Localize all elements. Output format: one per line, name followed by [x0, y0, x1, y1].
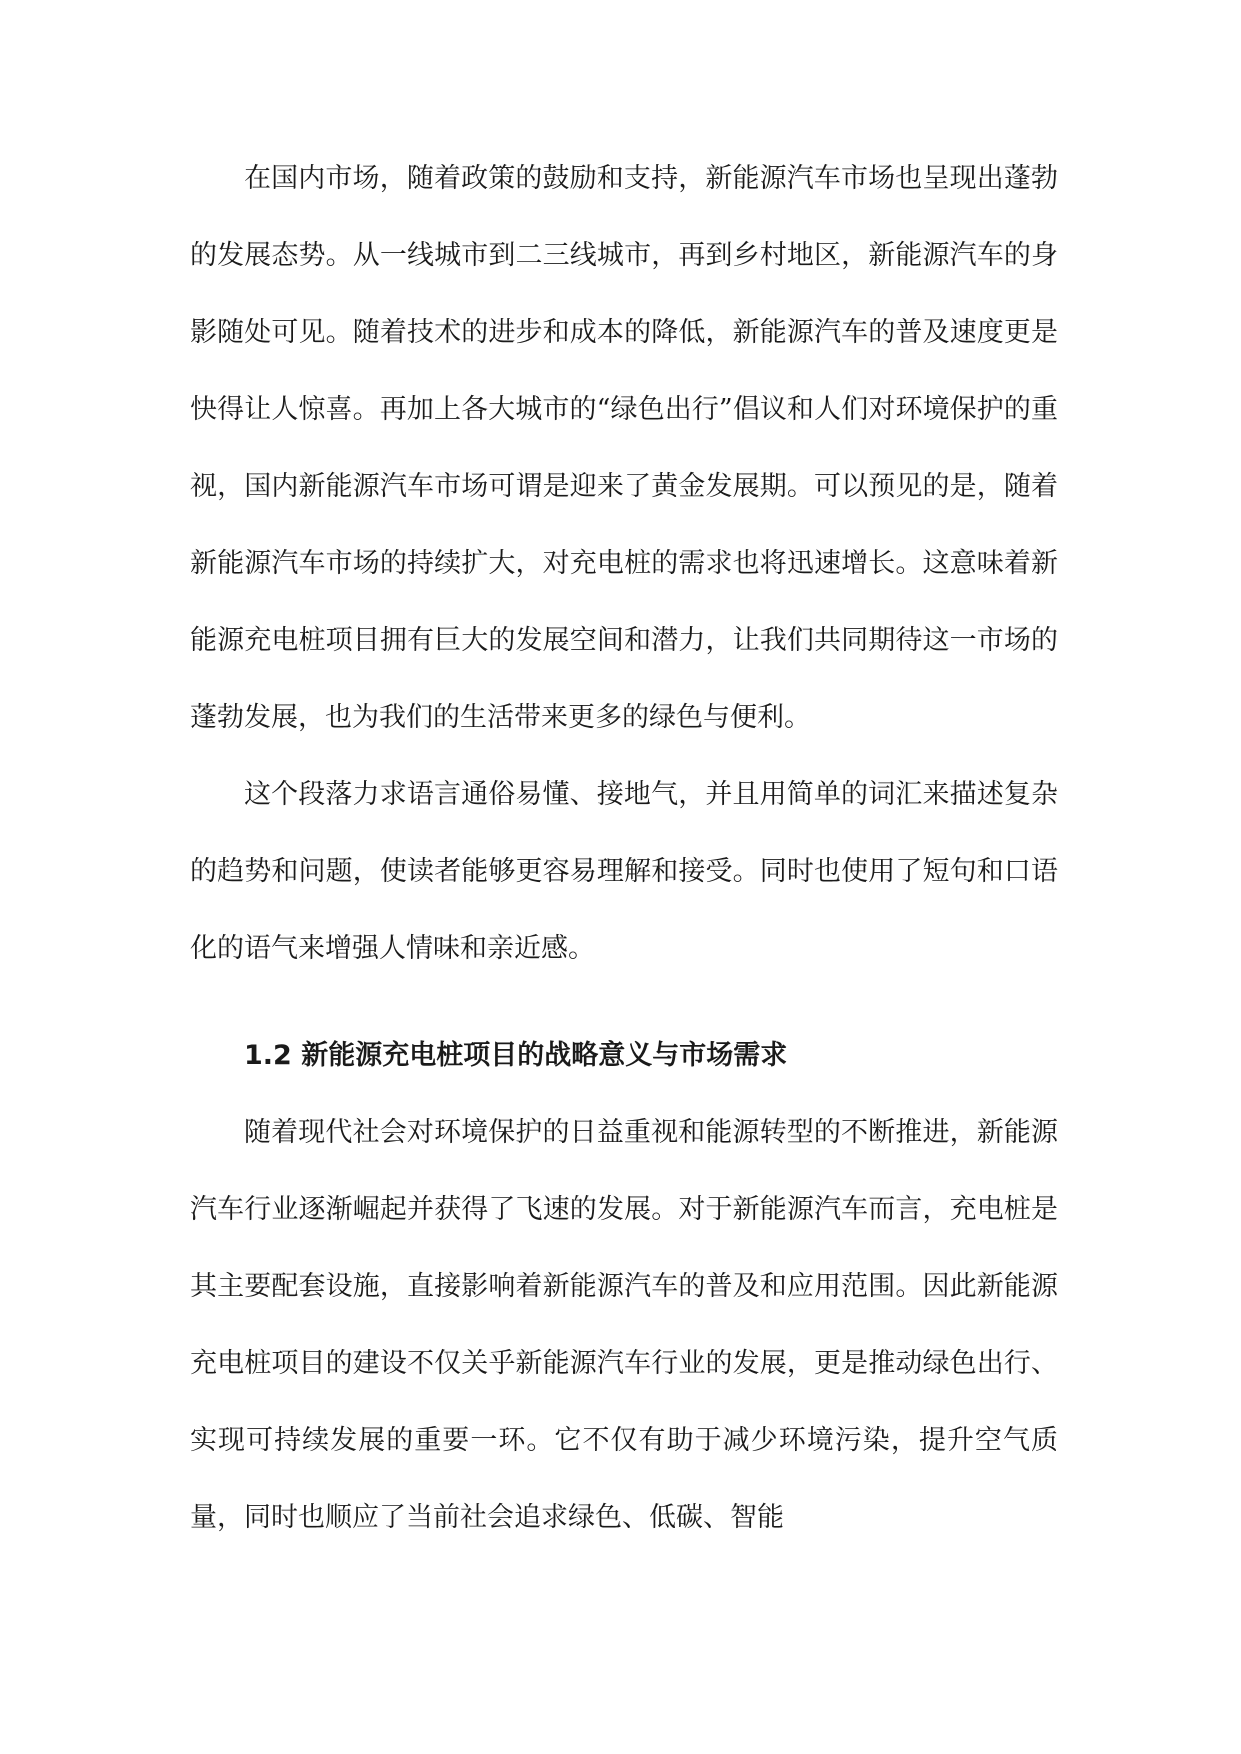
- paragraph-strategic-significance: 随着现代社会对环境保护的日益重视和能源转型的不断推进，新能源汽车行业逐渐崛起并获得了飞速的发展。对于新能源汽车而言，充电桩是其主要配套设施，直接影响着新能源汽车的普及和应用范围。因此新能源充电桩项目的建设不仅关乎新能源汽车行业的发展，更是推动绿色出行、实现可持续发展的重要一环。它不仅有助于减少环境污染，提升空气质量，同时也顺应了当前社会追求绿色、低碳、智能: [190, 1117, 1058, 1533]
- paragraph-language-note: 这个段落力求语言通俗易懂、接地气，并且用简单的词汇来描述复杂的趋势和问题，使读者能够更容易理解和接受。同时也使用了短句和口语化的语气来增强人情味和亲近感。: [190, 779, 1058, 964]
- section-heading: 1.2 新能源充电桩项目的战略意义与市场需求: [244, 1040, 788, 1071]
- document-body: [190, 140, 1058, 1556]
- paragraph-domestic-market: 在国内市场，随着政策的鼓励和支持，新能源汽车市场也呈现出蓬勃的发展态势。从一线城市到二三线城市，再到乡村地区，新能源汽车的身影随处可见。随着技术的进步和成本的降低，新能源汽车的普及速度更是快得让人惊喜。再加上各大城市的“绿色出行”倡议和人们对环境保护的重视，国内新能源汽车市场可谓是迎来了黄金发展期。可以预见的是，随着新能源汽车市场的持续扩大，对充电桩的需求也将迅速增长。这意味着新能源充电桩项目拥有巨大的发展空间和潜力，让我们共同期待这一市场的蓬勃发展，也为我们的生活带来更多的绿色与便利。: [190, 163, 1058, 733]
